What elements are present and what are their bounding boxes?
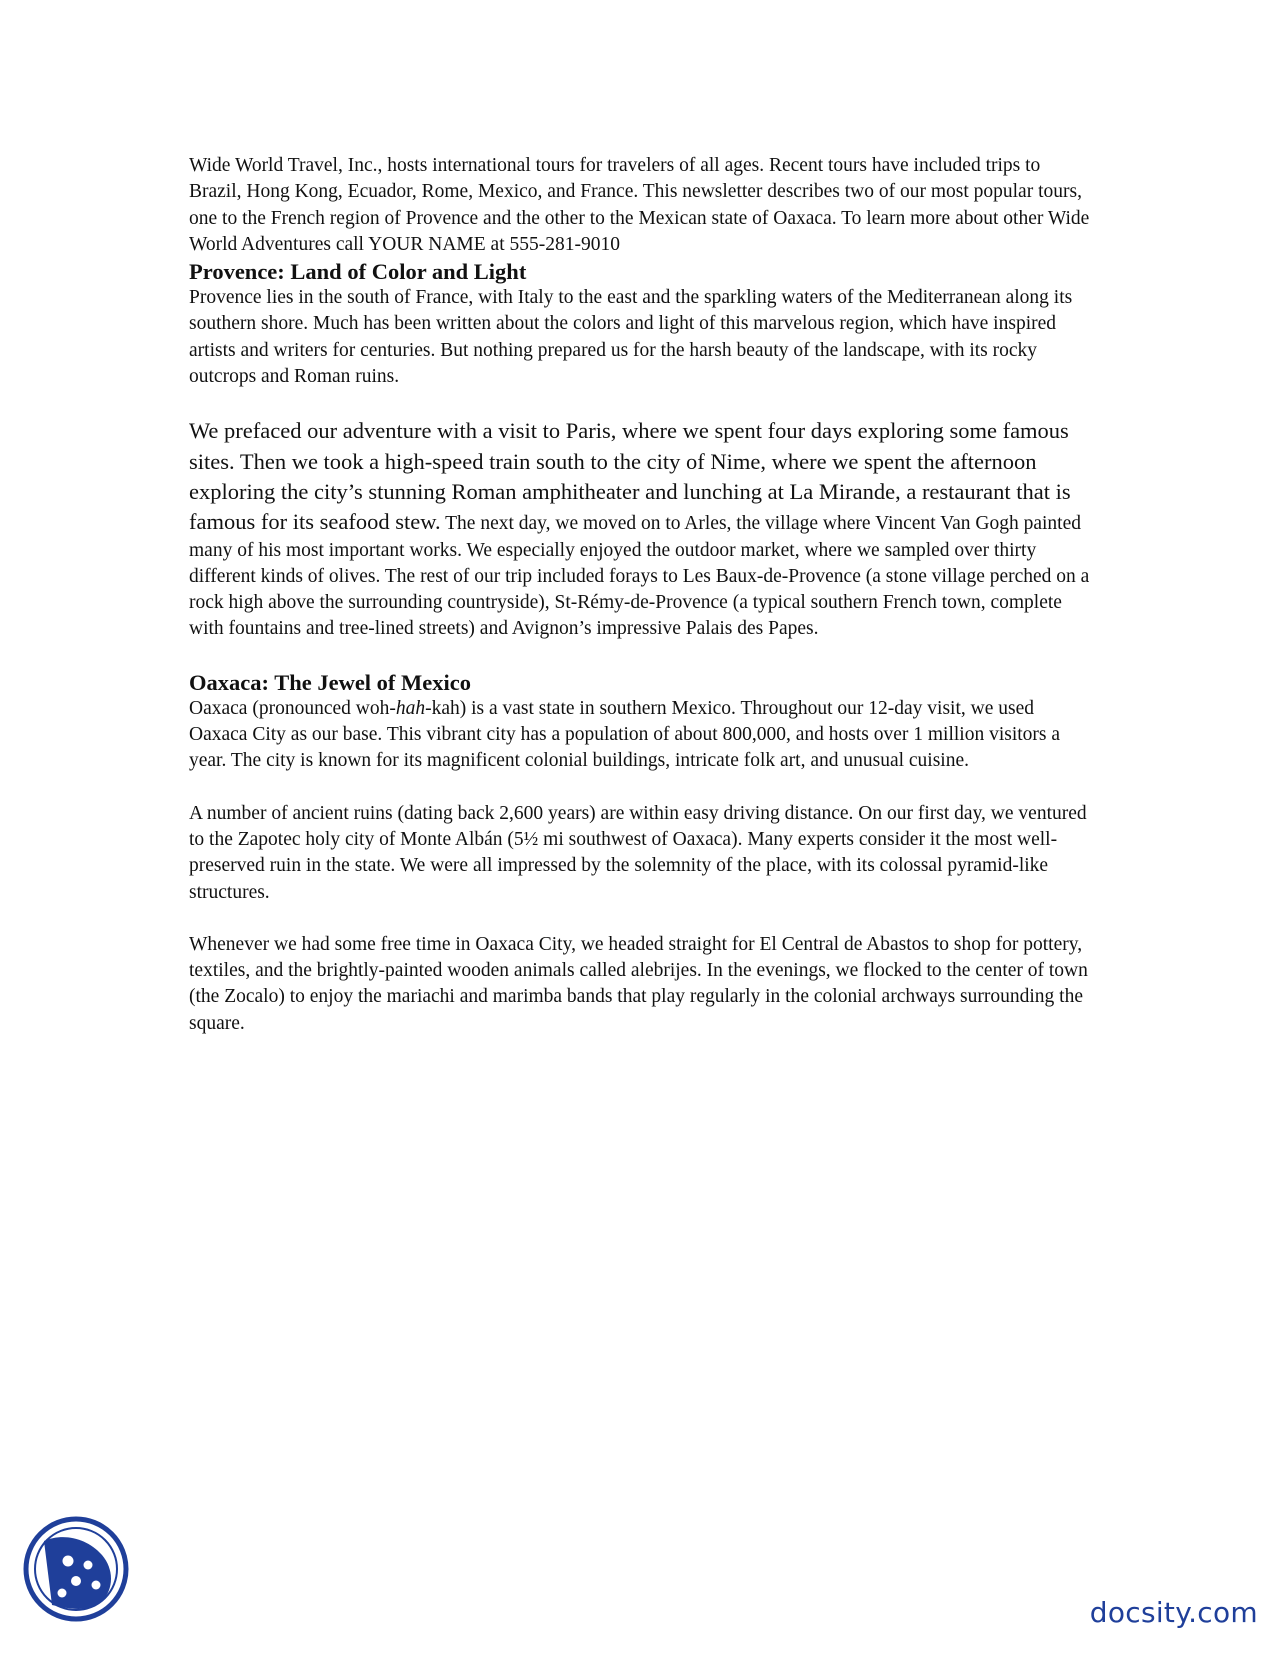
spacer — [189, 390, 1094, 416]
oaxaca-paragraph-2: A number of ancient ruins (dating back 2,600 years) are within easy driving distance. On our first day, we ventured to the Zapotec holy city of Monte Albán (5½ mi southwest of Oaxaca). Many experts consider it the most well-preserved ruin in the state. We were all impressed by the solemnity of the place, with its colossal pyramid-like structures. — [189, 802, 1087, 903]
oaxaca-pronunciation-italic: hah — [395, 697, 426, 719]
oaxaca-heading: Oaxaca: The Jewel of Mexico — [189, 669, 472, 695]
provence-heading: Provence: Land of Color and Light — [189, 259, 527, 285]
document-body — [189, 153, 1094, 1037]
docsity-logo-icon[interactable] — [22, 1515, 130, 1623]
oaxaca-paragraph-1 — [189, 696, 1094, 775]
provence-paragraph-2 — [189, 416, 1094, 642]
docsity-brand-link[interactable]: docsity.com — [1089, 1596, 1258, 1629]
spacer — [189, 775, 1094, 801]
spacer — [189, 906, 1094, 932]
oaxaca-paragraph-1-before: Oaxaca (pronounced woh- — [189, 697, 396, 719]
intro-paragraph: Wide World Travel, Inc., hosts international tours for travelers of all ages. Recent tours have included trips to Brazil, Hong Kong, Ecuador, Rome, Mexico, and France. This newsletter describes two of our most popular tours, one to the French region of Provence and the other to the Mexican state of Oaxaca. To learn more about other Wide World Adventures call YOUR NAME at 555-281-9010 — [189, 155, 1090, 255]
provence-paragraph-2-rest: The next day, we moved on to Arles, the village where Vincent Van Gogh painted many of his most important works. We especially enjoyed the outdoor market, where we sampled over thirty different kinds of olives. The rest of our trip included forays to Les Baux-de-Provence (a stone village perched on a rock high above the surrounding countryside), St-Rémy-de-Provence (a typical southern French town, complete with fountains and tree-lined streets) and Avignon’s impressive Palais des Papes. — [189, 513, 1090, 640]
oaxaca-paragraph-3: Whenever we had some free time in Oaxaca City, we headed straight for El Central de Abastos to shop for pottery, textiles, and the brightly-painted wooden animals called alebrijes. In the evenings, we flocked to the center of town (the Zocalo) to enjoy the mariachi and marimba bands that play regularly in the colonial archways surrounding the square. — [189, 933, 1088, 1034]
provence-paragraph-1: Provence lies in the south of France, with Italy to the east and the sparkling waters of the Mediterranean along its southern shore. Much has been written about the colors and light of this marvelous region, which have inspired artists and writers for centuries. But nothing prepared us for the harsh beauty of the landscape, with its rocky outcrops and Roman ruins. — [189, 287, 1073, 388]
oaxaca-paragraph-1-after: -kah) is a vast state in southern Mexico. Throughout our 12-day visit, we used Oaxaca City as our base. This vibrant city has a population of about 800,000, and hosts over 1 million visitors a year. The city is known for its magnificent colonial buildings, intricate folk art, and unusual cuisine. — [189, 697, 1061, 772]
provence-paragraph-2-large: We prefaced our adventure with a visit to Paris, where we spent four days exploring some famous sites. Then we took a high-speed train south to the city of Nime, where we spent the afternoon exploring the city’s stunning Roman amphitheater and lunching at La Mirande, a restaurant that is famous for its seafood stew. — [189, 418, 1071, 535]
spacer — [189, 643, 1094, 669]
